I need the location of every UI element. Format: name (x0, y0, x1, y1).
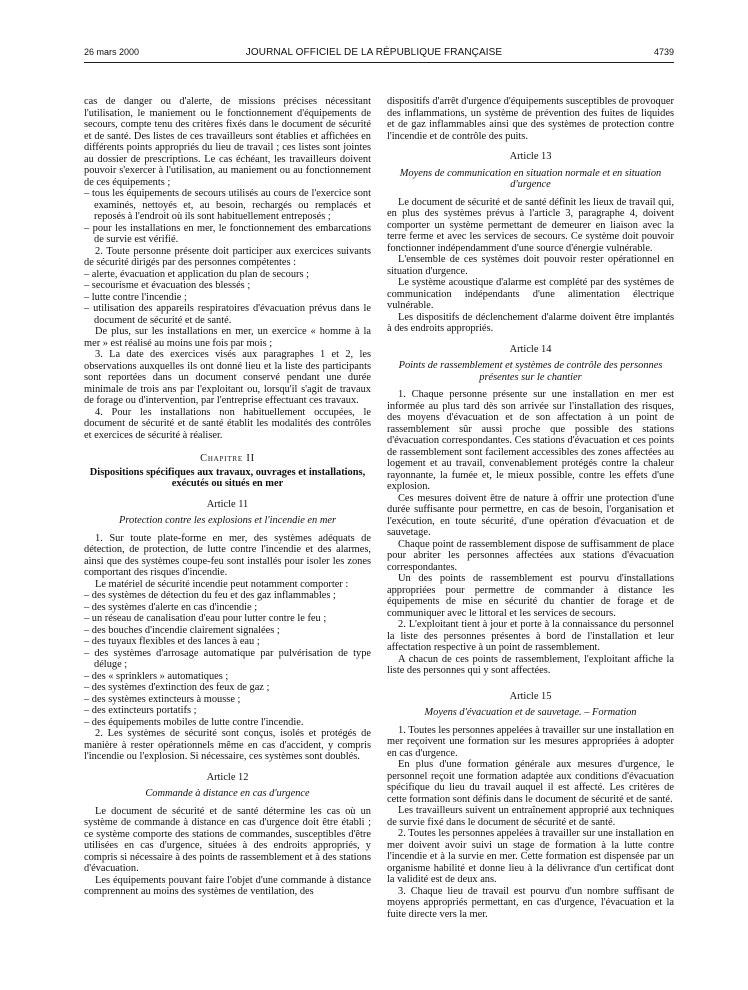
header-page-number: 4739 (653, 47, 674, 57)
paragraph: cas de danger ou d'alerte, de missions précises nécessitant l'utilisation, le maniement ou le fonctionnement d'équipements de secours, compte tenu des critères fixés dans le document de sécurité et de santé. Des listes de ces travailleurs sont établies et affichées en différents points appropriés du lieu de travail ; ces listes sont jointes au dossier de prescriptions. Le cas échéant, les travailleurs doivent pouvoir s'exercer à l'utilisation, au maniement ou au fonctionnement de ces équipements ; (84, 96, 371, 188)
paragraph: A chacun de ces points de rassemblement, l'exploitant affiche la liste des personnes qui y sont affectées. (387, 653, 674, 676)
paragraph: 1. Sur toute plate-forme en mer, des systèmes adéquats de détection, de protection, de lutte contre l'incendie et des alarmes, ainsi que des systèmes coupe-feu sont installés pour isoler les zones comportant des risques d'incendie. (84, 532, 371, 578)
header-date: 26 mars 2000 (84, 47, 140, 57)
paragraph: 2. Toute personne présente doit participer aux exercices suivants de sécurité dirigés par des personnes compétentes : (84, 245, 371, 268)
header-rule (84, 62, 674, 63)
paragraph: En plus d'une formation générale aux mesures d'urgence, le personnel reçoit une formation adaptée aux conditions d'évacuation spécifique du lieu du travail auquel il est affecté. Les critères de cette formation sont définis dans le document de sécurité et de santé. (387, 759, 674, 805)
paragraph: dispositifs d'arrêt d'urgence d'équipements susceptibles de provoquer des inflammations, un système de prévention des fuites de liquides et de gaz inflammables ainsi que des systèmes de protection contre l'incendie et de contrôle des puits. (387, 96, 674, 142)
article-title: Commande à distance en cas d'urgence (145, 788, 310, 799)
paragraph: Chaque point de rassemblement dispose de suffisamment de place pour abriter les personnes affectées aux stations d'évacuation correspondantes. (387, 538, 674, 573)
list-item: – des systèmes d'arrosage automatique par pulvérisation de type déluge ; (84, 648, 371, 671)
article-title: Moyens d'évacuation et de sauvetage. – Formation (424, 707, 637, 718)
paragraph: Les équipements pouvant faire l'objet d'une commande à distance comprennent au moins des systèmes de ventilation, des (84, 874, 371, 897)
paragraph: Le système acoustique d'alarme est complété par des systèmes de communication indépendants d'une alimentation électrique vulnérable. (387, 277, 674, 311)
list-item: – des « sprinklers » automatiques ; (84, 671, 371, 683)
paragraph: De plus, sur les installations en mer, un exercice « homme à la mer » est réalisé au moins une fois par mois ; (84, 326, 371, 349)
article-heading: Article 12 (206, 771, 249, 783)
paragraph: L'ensemble de ces systèmes doit pouvoir rester opérationnel en situation d'urgence. (387, 254, 674, 277)
list-item: – des systèmes d'extinction des feux de gaz ; (84, 682, 371, 694)
paragraph: 2. L'exploitant tient à jour et porte à la connaissance du personnel la liste des personnes présentes à bord de l'installation et leur affectation respective à un point de rassemblement. (387, 619, 674, 653)
paragraph: Les dispositifs de déclenchement d'alarme doivent être implantés à des endroits appropriés. (387, 311, 674, 334)
article-heading: Article 11 (206, 498, 249, 510)
chapter-title: Dispositions spécifiques aux travaux, ouvrages et installations, exécutés ou situés en mer (89, 466, 366, 489)
paragraph: 2. Les systèmes de sécurité sont conçus, isolés et protégés de manière à rester opérationnels même en cas d'accident, y compris l'incendie ou l'explosion. Si nécessaire, ces systèmes sont doublés. (84, 728, 371, 762)
header-title: JOURNAL OFFICIEL DE LA RÉPUBLIQUE FRANÇAISE (245, 47, 503, 58)
page-header (0, 47, 748, 61)
list-item: – un réseau de canalisation d'eau pour lutter contre le feu ; (84, 613, 371, 625)
paragraph: Ces mesures doivent être de nature à offrir une protection d'une durée suffisante pour permettre, en cas de besoin, l'organisation et l'exécution, en toute sécurité, d'une opération d'évacuation et de sauvetage. (387, 492, 674, 538)
paragraph: Un des points de rassemblement est pourvu d'installations appropriées pour permettre de commander à distance les équipements de mise en sécurité du chantier de forage et de communiquer avec le littoral et les services de secours. (387, 573, 674, 619)
list-item: – des systèmes extincteurs à mousse ; (84, 694, 371, 706)
paragraph: 4. Pour les installations non habituellement occupées, le document de sécurité et de santé établit les modalités des contrôles et exercices de sécurité à réaliser. (84, 406, 371, 441)
paragraph: Le matériel de sécurité incendie peut notamment comporter : (95, 578, 349, 590)
article-heading: Article 15 (509, 690, 552, 702)
list-item: – lutte contre l'incendie ; (84, 292, 371, 304)
article-title: Protection contre les explosions et l'incendie en mer (119, 515, 336, 526)
list-item: – des systèmes d'alerte en cas d'incendie ; (84, 602, 371, 614)
paragraph: Le document de sécurité et de santé définit les lieux de travail qui, en plus des systèmes prévus à l'article 3, paragraphe 4, doivent comporter un système permettant de demeurer en liaison avec la terre ferme et avec les services de secours. Ce système doit pouvoir fonctionner indépendamment d'une source d'énergie vulnérable. (387, 196, 674, 254)
article-heading: Article 14 (509, 343, 552, 355)
paragraph: 1. Chaque personne présente sur une installation en mer est informée au plus tard dès son arrivée sur l'installation des risques, des moyens d'évacuation et de son affectation à un point de rassemblement sûr aussi proche que possible des stations d'évacuation correspondantes. Ces stations d'évacuation et ces points de rassemblement sont facilement accessibles des zones affectées au logement et au travail, convenablement protégés contre la chaleur rayonnante, la fumée et, le mieux possible, contre les effets d'une explosion. (387, 389, 674, 492)
paragraph: Les travailleurs suivent un entraînement approprié aux techniques de survie fixé dans le document de sécurité et de santé. (387, 805, 674, 828)
article-heading: Article 13 (509, 151, 552, 162)
list-item: – utilisation des appareils respiratoires d'évacuation prévus dans le document de sécurité et de santé. (84, 303, 371, 326)
list-item: – des tuyaux flexibles et des lances à eau ; (84, 636, 371, 648)
list-item: – pour les installations en mer, le fonctionnement des embarcations de survie est vérifié. (84, 223, 371, 246)
list-item: – des bouches d'incendie clairement signalées ; (84, 625, 371, 637)
article-title: Points de rassemblement et systèmes de contrôle des personnes présentes sur le chantier (398, 360, 663, 383)
paragraph: 1. Toutes les personnes appelées à travailler sur une installation en mer reçoivent une formation sur les mesures appropriées à adopter en cas d'urgence. (387, 724, 674, 759)
paragraph: 3. Chaque lieu de travail est pourvu d'un nombre suffisant de moyens appropriés permettant, en cas d'urgence, l'évacuation et la fuite directe vers la mer. (387, 885, 674, 920)
list-item: – des extincteurs portatifs ; (84, 705, 371, 717)
list-item: – secourisme et évacuation des blessés ; (84, 280, 371, 292)
paragraph: 3. La date des exercices visés aux paragraphes 1 et 2, les observations auxquelles ils ont donné lieu et la liste des participants sont reportées dans un document conservé pendant une durée minimale de trois ans par l'exploitant ou, lorsqu'il s'agit de travaux de forage ou d'intervention, par l'entreprise effectuant ces travaux. (84, 349, 371, 406)
paragraph: 2. Toutes les personnes appelées à travailler sur une installation en mer doivent avoir suivi un stage de formation à la lutte contre l'incendie et à la survie en mer. Cette formation est dispensée par un organisme habilité et donne lieu à la délivrance d'un certificat dont la validité est de deux ans. (387, 828, 674, 885)
list-item: – alerte, évacuation et application du plan de secours ; (84, 269, 371, 281)
right-column (387, 96, 674, 920)
article-title: Moyens de communication en situation normale et en situation d'urgence (399, 167, 662, 190)
left-column (84, 96, 371, 898)
paragraph: Le document de sécurité et de santé détermine les cas où un système de commande à distance en cas d'urgence doit être établi ; ce système comporte des stations de commandes, susceptibles d'être utilisées en cas d'urgence, situées à des endroits appropriés, y compris si nécessaire à des points de rassemblement et à des stations d'évacuation. (84, 805, 371, 874)
list-item: – des systèmes de détection du feu et des gaz inflammables ; (84, 590, 371, 602)
list-item: – des équipements mobiles de lutte contre l'incendie. (84, 717, 371, 729)
chapter-heading: Chapitre II (200, 453, 255, 464)
list-item: – tous les équipements de secours utilisés au cours de l'exercice sont examinés, nettoyés et, au besoin, rechargés ou remplacés et reposés à l'endroit où ils sont habituellement entreposés ; (84, 188, 371, 223)
